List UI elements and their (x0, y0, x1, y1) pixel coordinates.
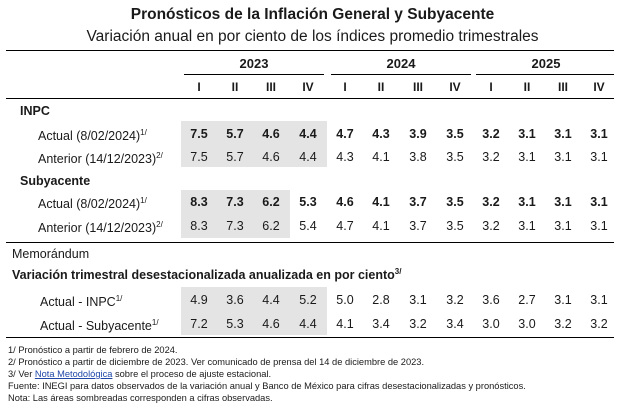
year-header-2024: 2024 (386, 56, 416, 71)
row-label: Actual $(8/02/2024)^{1/}$ (38, 196, 147, 212)
quarter-header: II (523, 80, 531, 94)
value-cell: 4.4 (299, 127, 317, 141)
value-cell: 4.4 (299, 317, 317, 331)
quarter-header: I (197, 80, 201, 94)
quarter-header: I (343, 80, 347, 94)
value-cell: 3.5 (446, 150, 464, 164)
value-cell: 3.2 (482, 195, 500, 209)
value-cell: 4.7 (336, 219, 354, 233)
value-cell: 2.8 (372, 293, 390, 307)
footnote-1: 1/ Pronóstico a partir de febrero de 2024. (8, 345, 178, 355)
year-underline-2025 (476, 74, 614, 75)
value-cell: 3.0 (518, 317, 536, 331)
footnotes (8, 344, 526, 404)
value-cell: 3.1 (518, 195, 536, 209)
quarter-header: II (231, 80, 239, 94)
value-cell: 3.1 (590, 195, 608, 209)
value-cell: 4.4 (262, 293, 280, 307)
year-underline-2023 (184, 74, 324, 75)
value-cell: 5.3 (299, 195, 317, 209)
value-cell: 3.4 (372, 317, 390, 331)
memo-top-rule (6, 242, 614, 243)
value-cell: 7.3 (226, 219, 244, 233)
value-cell: 3.2 (482, 219, 500, 233)
value-cell: 3.1 (554, 127, 572, 141)
row-label: Anterior $(14/12/2023)^{2/}$ (38, 151, 163, 167)
value-cell: 4.3 (372, 127, 390, 141)
value-cell: 7.5 (190, 127, 208, 141)
section-memorandum: Memorándum (12, 247, 90, 261)
value-cell: 3.1 (590, 219, 608, 233)
value-cell: 3.1 (518, 150, 536, 164)
footnote-2: 2/ Pronóstico a partir de diciembre de 2023. Ver comunicado de prensa del 14 de diciembre de 2023. (8, 357, 425, 367)
value-cell: 3.5 (446, 195, 464, 209)
value-cell: 3.5 (446, 219, 464, 233)
value-cell: 8.3 (190, 195, 208, 209)
value-cell: 5.4 (299, 219, 317, 233)
value-cell: 3.2 (482, 127, 500, 141)
value-cell: 3.7 (409, 195, 427, 209)
value-cell: 5.3 (226, 317, 244, 331)
value-cell: 3.2 (554, 317, 572, 331)
value-cell: 3.2 (409, 317, 427, 331)
value-cell: 3.1 (554, 293, 572, 307)
section-variacion: Variación trimestral desestacionalizada anualizada en por ciento$^{3/}$ (12, 267, 402, 283)
value-cell: 4.1 (372, 195, 390, 209)
year-header-2023: 2023 (239, 56, 269, 71)
footnote-fuente: Fuente: INEGI para datos observados de la variación anual y Banco de México para cifras desestacionalizadas y pronósticos. (8, 381, 526, 391)
value-cell: 3.1 (518, 127, 536, 141)
quarter-header: III (557, 80, 568, 94)
value-cell: 5.0 (336, 293, 354, 307)
value-cell: 3.1 (518, 219, 536, 233)
value-cell: 3.4 (446, 317, 464, 331)
value-cell: 4.9 (190, 293, 208, 307)
value-cell: 4.1 (372, 219, 390, 233)
value-cell: 3.1 (554, 219, 572, 233)
report-subtitle: Variación anual en por ciento de los índices promedio trimestrales (86, 28, 539, 45)
year-header-2025: 2025 (531, 56, 561, 71)
quarter-header: III (265, 80, 276, 94)
value-cell: 4.6 (262, 150, 280, 164)
value-cell: 7.5 (190, 150, 208, 164)
quarter-header: II (377, 80, 385, 94)
value-cell: 8.3 (190, 219, 208, 233)
section-subyacente: Subyacente (20, 174, 91, 188)
value-cell: 3.2 (590, 317, 608, 331)
value-cell: 3.1 (590, 293, 608, 307)
value-cell: 4.6 (336, 195, 354, 209)
header-top-rule (6, 50, 614, 51)
value-cell: 2.7 (518, 293, 536, 307)
quarter-header: IV (593, 80, 605, 94)
section-inpc: INPC (20, 104, 50, 118)
value-cell: 3.1 (554, 195, 572, 209)
quarter-header: I (489, 80, 493, 94)
row-label: Actual $(8/02/2024)^{1/}$ (38, 128, 147, 144)
value-cell: 3.1 (590, 127, 608, 141)
value-cell: 4.4 (299, 150, 317, 164)
value-cell: 3.1 (409, 293, 427, 307)
row-label: Actual - $INPC^{1/}$ (40, 294, 123, 310)
year-underline-2024 (331, 74, 471, 75)
value-cell: 3.6 (482, 293, 500, 307)
value-cell: 3.1 (590, 150, 608, 164)
nota-metodologica-link[interactable]: Nota Metodológica (34, 369, 113, 379)
value-cell: 3.0 (482, 317, 500, 331)
value-cell: 4.1 (372, 150, 390, 164)
value-cell: 4.6 (262, 127, 280, 141)
table-bottom-rule (6, 337, 614, 338)
report-title: Pronósticos de la Inflación General y Subyacente (130, 6, 495, 23)
value-cell: 6.2 (262, 219, 280, 233)
value-cell: 3.5 (446, 127, 464, 141)
value-cell: 4.1 (336, 317, 354, 331)
value-cell: 3.9 (409, 127, 427, 141)
value-cell: 3.8 (409, 150, 427, 164)
value-cell: 3.1 (554, 150, 572, 164)
quarter-header: IV (449, 80, 461, 94)
value-cell: 3.7 (409, 219, 427, 233)
value-cell: 3.2 (446, 293, 464, 307)
value-cell: 7.2 (190, 317, 208, 331)
quarter-header: III (412, 80, 423, 94)
value-cell: 5.2 (299, 293, 317, 307)
value-cell: 3.2 (482, 150, 500, 164)
value-cell: 5.7 (226, 127, 244, 141)
value-cell: 3.6 (226, 293, 244, 307)
footnote-3: 3/ Ver Nota Metodológica sobre el proceso de ajuste estacional. (8, 369, 272, 379)
row-label: Anterior $(14/12/2023)^{2/}$ (38, 220, 163, 236)
value-cell: 4.3 (336, 150, 354, 164)
row-label: Actual - Subyacente$^{1/}$ (40, 318, 159, 334)
header-bottom-rule (6, 98, 614, 99)
value-cell: 7.3 (226, 195, 244, 209)
value-cell: 5.7 (226, 150, 244, 164)
footnote-nota: Nota: Las áreas sombreadas corresponden a cifras observadas. (8, 393, 273, 403)
quarter-header: IV (302, 80, 314, 94)
value-cell: 6.2 (262, 195, 280, 209)
value-cell: 4.6 (262, 317, 280, 331)
value-cell: 4.7 (336, 127, 354, 141)
